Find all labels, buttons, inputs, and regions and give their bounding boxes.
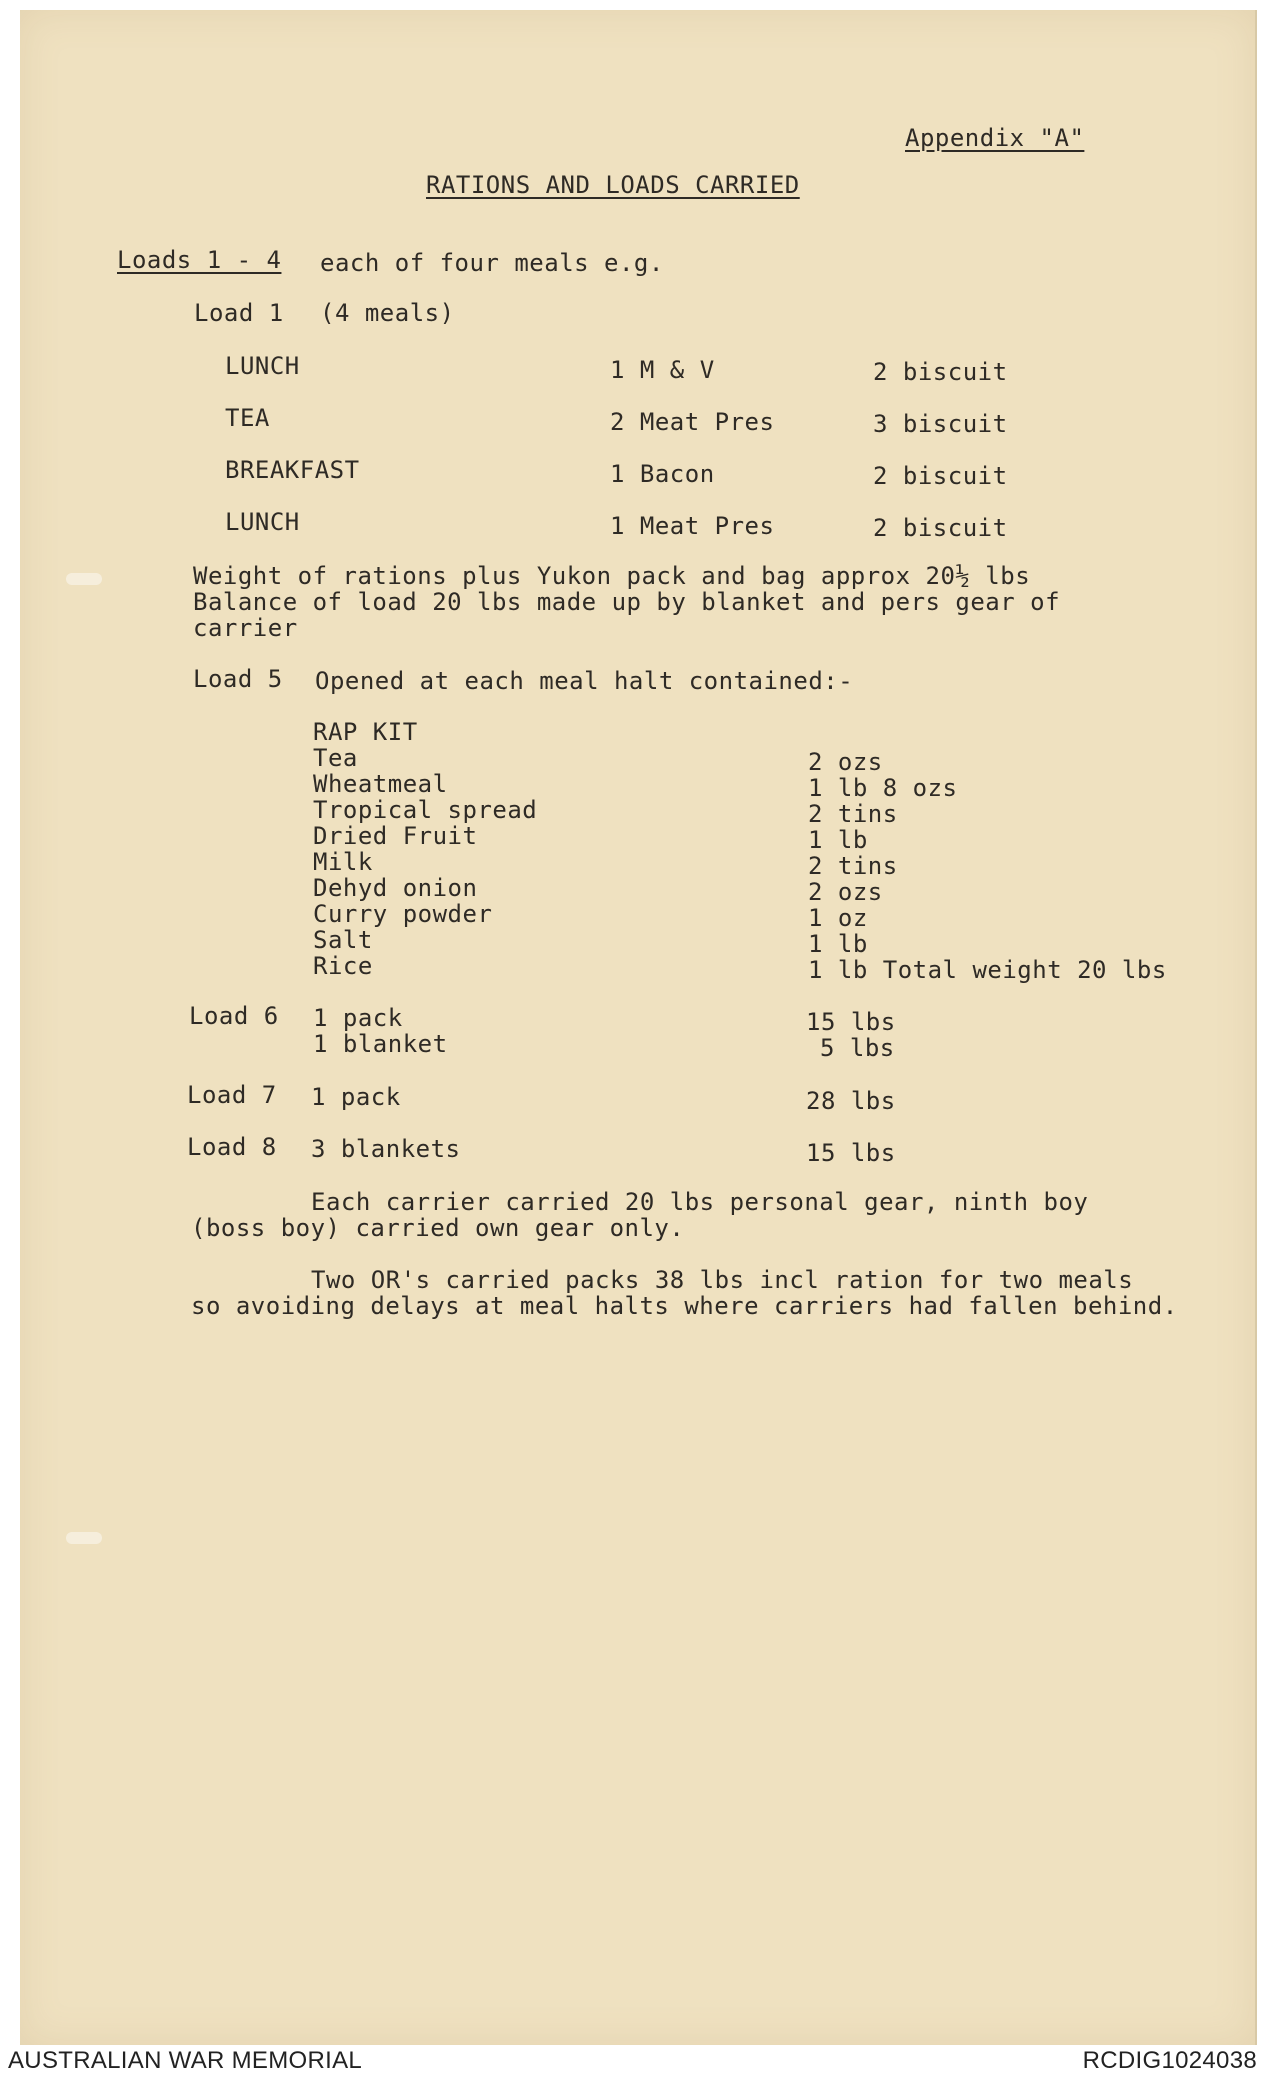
load-1-desc: (4 meals) (320, 299, 455, 327)
rap-kit-title: RAP KIT (313, 718, 418, 746)
load-5-label: Load 5 (193, 665, 283, 693)
kit-item-name: Rice (313, 952, 373, 980)
appendix-label: Appendix "A" (905, 124, 1085, 152)
kit-item-qty: 1 oz (808, 904, 868, 932)
paragraph-line: (boss boy) carried own gear only. (191, 1214, 685, 1242)
meal-item: 1 Bacon (610, 460, 715, 488)
loads-1-4-desc: each of four meals e.g. (320, 249, 664, 277)
kit-item-name: Wheatmeal (313, 770, 448, 798)
load-8-weight: 15 lbs (806, 1139, 896, 1167)
kit-item-qty: 1 lb 8 ozs (808, 774, 958, 802)
paragraph-line: Each carrier carried 20 lbs personal gear, ninth boy (311, 1188, 1089, 1216)
load-6-item: 1 blanket (313, 1030, 448, 1058)
load-1-label: Load 1 (194, 299, 284, 327)
meal-item: 2 Meat Pres (610, 408, 775, 436)
weight-note-line: Weight of rations plus Yukon pack and bag approx 20½ lbs (193, 562, 1031, 590)
weight-note-line: carrier (193, 614, 298, 642)
load-7-label: Load 7 (187, 1081, 277, 1109)
meal-biscuit: 2 biscuit (873, 514, 1008, 542)
kit-item-qty: 2 ozs (808, 878, 883, 906)
load-6-weight: 15 lbs (806, 1008, 896, 1036)
meal-name: LUNCH (225, 352, 300, 380)
kit-item-qty: 1 lb Total weight 20 lbs (808, 956, 1167, 984)
kit-item-name: Curry powder (313, 900, 493, 928)
meal-biscuit: 2 biscuit (873, 462, 1008, 490)
kit-item-qty: 1 lb (808, 826, 868, 854)
staple-mark (66, 1532, 102, 1544)
meal-name: LUNCH (225, 508, 300, 536)
footer-source: AUSTRALIAN WAR MEMORIAL (8, 2047, 363, 2074)
kit-item-qty: 2 tins (808, 852, 898, 880)
kit-item-name: Salt (313, 926, 373, 954)
load-7-weight: 28 lbs (806, 1087, 896, 1115)
meal-name: TEA (225, 404, 270, 432)
meal-item: 1 M & V (610, 356, 715, 384)
load-7-item: 1 pack (311, 1083, 401, 1111)
footer-id: RCDIG1024038 (1082, 2047, 1257, 2074)
kit-item-name: Milk (313, 848, 373, 876)
load-8-label: Load 8 (187, 1133, 277, 1161)
meal-biscuit: 2 biscuit (873, 358, 1008, 386)
load-6-weight: 5 lbs (820, 1034, 895, 1062)
kit-item-qty: 2 ozs (808, 748, 883, 776)
meal-item: 1 Meat Pres (610, 512, 775, 540)
kit-item-name: Tropical spread (313, 796, 538, 824)
loads-1-4-label: Loads 1 - 4 (117, 246, 282, 274)
staple-mark (66, 573, 102, 585)
kit-item-name: Dried Fruit (313, 822, 478, 850)
paragraph-line: Two OR's carried packs 38 lbs incl ration for two meals (311, 1266, 1134, 1294)
kit-item-name: Tea (313, 744, 358, 772)
load-6-label: Load 6 (189, 1002, 279, 1030)
kit-item-qty: 1 lb (808, 930, 868, 958)
load-5-desc: Opened at each meal halt contained:- (315, 667, 854, 695)
paragraph-line: so avoiding delays at meal halts where carriers had fallen behind. (191, 1292, 1178, 1320)
load-6-item: 1 pack (313, 1004, 403, 1032)
meal-biscuit: 3 biscuit (873, 410, 1008, 438)
meal-name: BREAKFAST (225, 456, 360, 484)
load-8-item: 3 blankets (311, 1135, 461, 1163)
page-title: RATIONS AND LOADS CARRIED (426, 171, 800, 199)
weight-note-line: Balance of load 20 lbs made up by blanket and pers gear of (193, 588, 1061, 616)
kit-item-qty: 2 tins (808, 800, 898, 828)
kit-item-name: Dehyd onion (313, 874, 478, 902)
